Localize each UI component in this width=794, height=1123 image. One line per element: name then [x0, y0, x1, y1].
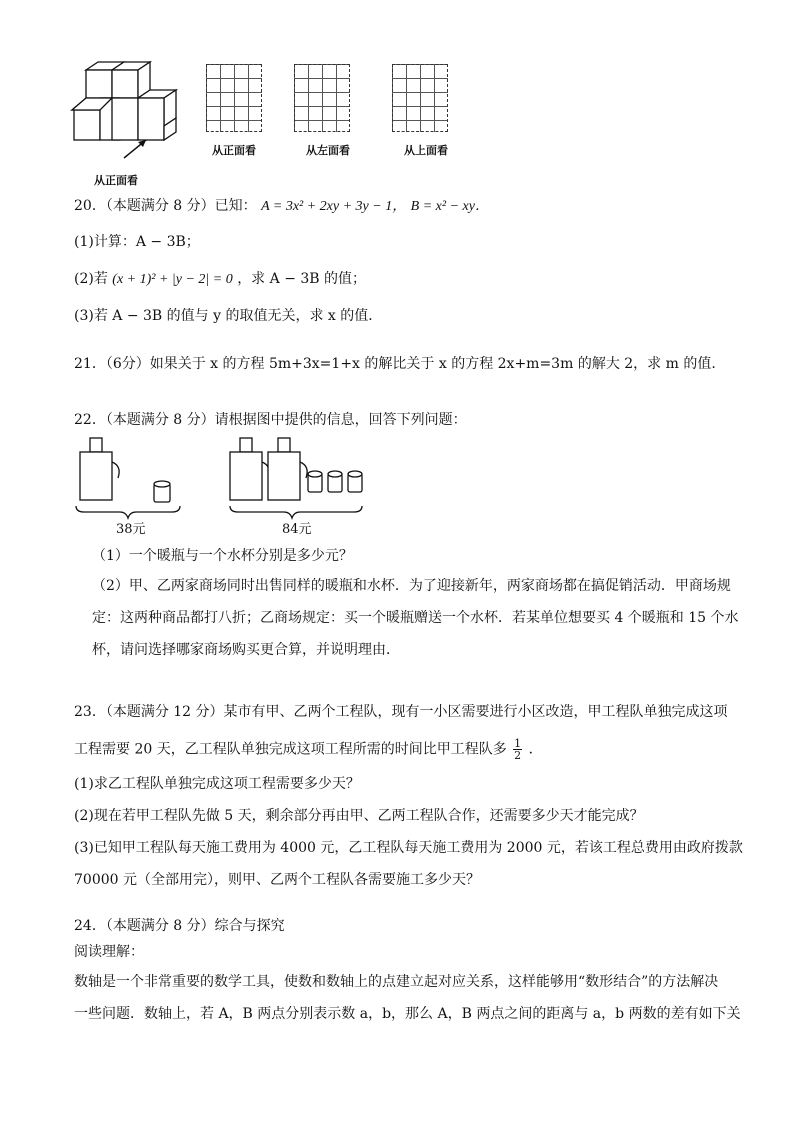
q20-header: 20．（本题满分 8 分）已知：	[74, 198, 257, 214]
q24-header: 24．（本题满分 8 分）综合与探究	[74, 918, 285, 934]
left-view-grid	[294, 64, 350, 132]
front-view-grid	[206, 64, 262, 132]
q24-subheading: 阅读理解：	[74, 944, 144, 960]
q23-line2-text: 工程需要 20 天，乙工程队单独完成这项工程所需的时间比甲工程队多	[74, 741, 507, 758]
q22-part2-line2: 定：这两种商品都打八折；乙商场规定：买一个暖瓶赠送一个水杯．若某单位想要买 4 个暖瓶和 15 个水	[92, 610, 739, 626]
q20-part3: (3)若 A − 3B 的值与 y 的取值无关，求 x 的值．	[74, 308, 383, 324]
q20-part2-lead: (2)若	[74, 271, 108, 287]
q20-part2-line	[74, 269, 366, 290]
q22-header: 22．（本题满分 8 分）请根据图中提供的信息，回答下列问题：	[74, 412, 467, 428]
q20-header-line	[74, 196, 489, 217]
left-view-label: 从左面看	[306, 144, 350, 157]
price-right-label: 84元	[282, 522, 312, 537]
q23-line2-end: ．	[528, 741, 543, 758]
fraction-denominator: 2	[514, 749, 522, 762]
q22-part2-line3: 杯，请问选择哪家商场购买更合算，并说明理由．	[92, 642, 400, 658]
q22-part2-line1: （2）甲、乙两家商场同时出售同样的暖瓶和水杯．为了迎接新年，两家商场都在搞促销活动．甲商场规	[92, 578, 731, 594]
one-half-fraction	[513, 738, 522, 761]
q23-line2	[74, 738, 543, 761]
q20-formula-b: B = x² − xy．	[410, 199, 489, 214]
q22-part1: （1）一个暖瓶与一个水杯分别是多少元？	[92, 548, 353, 564]
q21-text: 21．（6分）如果关于 x 的方程 5m+3x=1+x 的解比关于 x 的方程 2x+m=3m 的解大 2，求 m 的值.	[74, 356, 716, 372]
fraction-numerator: 1	[514, 737, 522, 750]
q24-line2: 一些问题．数轴上，若 A，B 两点分别表示数 a，b，那么 A，B 两点之间的距离与 a，b 两数的差有如下关	[74, 1006, 741, 1022]
q23-part3-line1: (3)已知甲工程队每天施工费用为 4000 元，乙工程队每天施工费用为 2000 元，若该工程总费用由政府拨款	[74, 840, 743, 856]
top-view-label: 从上面看	[404, 144, 448, 157]
cube-stack-figure	[66, 58, 196, 168]
q20-part2-expr: (x + 1)² + |y − 2| = 0	[112, 272, 233, 287]
price-left-label: 38元	[116, 522, 146, 537]
top-view-grid	[392, 64, 448, 132]
front-view-arrow-label: 从正面看	[94, 174, 138, 187]
q23-line1: 23．（本题满分 12 分）某市有甲、乙两个工程队，现有一小区需要进行小区改造，甲工程队单独完成这项	[74, 704, 728, 720]
q20-part1: (1)计算：A − 3B；	[74, 234, 200, 250]
q23-part3-line2: 70000 元（全部用完），则甲、乙两个工程队各需要施工多少天？	[74, 872, 480, 888]
q20-formula-a: A = 3x² + 2xy + 3y − 1，	[261, 199, 407, 214]
q20-part2-tail: ，求 A − 3B 的值；	[237, 271, 367, 287]
q24-line1: 数轴是一个非常重要的数学工具，使数和数轴上的点建立起对应关系，这样能够用“数形结合”的方法解决	[74, 974, 719, 990]
q23-part2: (2)现在若甲工程队先做 5 天，剩余部分再由甲、乙两工程队合作，还需要多少天才能完成？	[74, 808, 644, 824]
q23-part1: (1)求乙工程队单独完成这项工程需要多少天？	[74, 776, 360, 792]
front-view-label: 从正面看	[212, 144, 256, 157]
